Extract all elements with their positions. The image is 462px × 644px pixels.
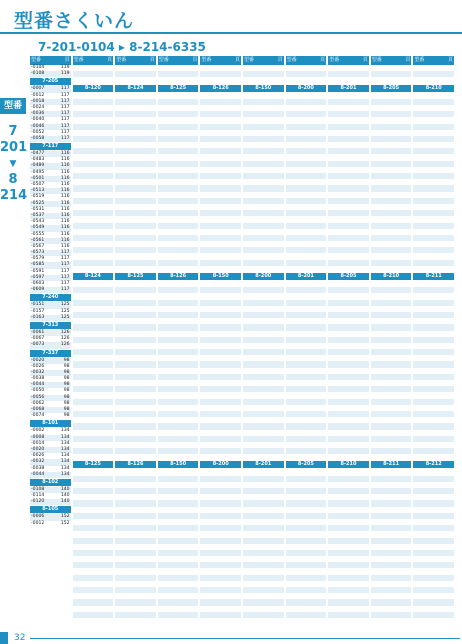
table-row: -0046 117: [31, 123, 70, 129]
table-row: [200, 77, 241, 83]
series-banner: 8-211: [413, 273, 454, 280]
series-banner: 8-201: [328, 85, 369, 92]
series-banner: 8-126: [200, 85, 241, 92]
table-row: -0549 116: [31, 225, 70, 231]
table-row: -0052 117: [31, 129, 70, 135]
table-row: -0002 134: [31, 428, 70, 434]
series-banner: 8-125: [115, 273, 156, 280]
table-row: [243, 77, 284, 83]
header-model: 型番: [201, 57, 212, 63]
header-model: 型番: [244, 57, 255, 63]
series-banner: 8-201: [243, 461, 284, 468]
page-title: 型番さくいん: [14, 10, 135, 32]
table-row: -0006 152: [31, 514, 70, 520]
table-row: -0067 126: [31, 336, 70, 342]
table-row: -0104 119: [31, 65, 70, 70]
footer-tab: [0, 632, 8, 644]
table-row: [371, 612, 412, 618]
table-row: [158, 454, 199, 460]
table-row: -0489 116: [31, 163, 70, 169]
series-banner: 8-205: [286, 461, 327, 468]
table-row: -0074 98: [31, 413, 70, 419]
table-row: -0050 98: [31, 388, 70, 394]
table-row: -0513 116: [31, 188, 70, 194]
header-page: 頁: [64, 57, 70, 63]
index-column: [286, 56, 327, 629]
series-banner: 7-313: [30, 322, 71, 329]
series-banner: 8-125: [73, 461, 114, 468]
title-underline: [0, 32, 462, 34]
table-row: -0061 126: [31, 329, 70, 335]
series-banner: 8-210: [413, 85, 454, 92]
table-row: [73, 612, 114, 618]
table-row: -0038 134: [31, 465, 70, 471]
table-row: -0567 116: [31, 243, 70, 249]
page-number: 32: [14, 633, 26, 643]
footer: [0, 632, 462, 644]
series-banner: 8-200: [200, 461, 241, 468]
table-row: -0501 116: [31, 175, 70, 181]
table-row: [158, 77, 199, 83]
table-row: -0163 125: [31, 314, 70, 320]
column-header: [30, 56, 71, 65]
table-row: [115, 266, 156, 272]
table-row: [115, 454, 156, 460]
series-banner: 8-120: [73, 85, 114, 92]
table-row: -0519 116: [31, 194, 70, 200]
table-row: [328, 266, 369, 272]
table-row: [73, 454, 114, 460]
series-banner: 8-150: [243, 85, 284, 92]
header-model: 型番: [286, 57, 297, 63]
side-code-bot2: 214: [0, 188, 28, 203]
header-page: 頁: [277, 57, 283, 63]
table-row: [371, 454, 412, 460]
table-row: -0018 117: [31, 98, 70, 104]
column-header: [413, 56, 454, 65]
series-banner: 7-337: [30, 350, 71, 357]
table-row: -0044 98: [31, 382, 70, 388]
series-banner: 8-126: [115, 461, 156, 468]
table-row: -0108 119: [31, 71, 70, 77]
header-page: 頁: [107, 57, 113, 63]
series-banner: 8-211: [371, 461, 412, 468]
header-page: 頁: [320, 57, 326, 63]
index-table: [30, 56, 456, 629]
table-row: [328, 612, 369, 618]
footer-rule: [30, 638, 460, 639]
table-row: -0058 117: [31, 135, 70, 141]
header-model: 型番: [414, 57, 425, 63]
column-header: [371, 56, 412, 65]
table-row: [115, 612, 156, 618]
header-page: 頁: [405, 57, 411, 63]
series-banner: 8-210: [328, 461, 369, 468]
header-page: 頁: [192, 57, 198, 63]
table-row: [73, 77, 114, 83]
table-row: -0603 117: [31, 281, 70, 286]
table-row: [286, 77, 327, 83]
table-row: -0020 134: [31, 446, 70, 452]
index-column: [30, 56, 71, 629]
table-row: -0561 116: [31, 237, 70, 243]
table-row: -0012 117: [31, 92, 70, 98]
table-row: -0040 117: [31, 117, 70, 123]
table-row: [413, 77, 454, 83]
series-banner: 8-201: [286, 273, 327, 280]
side-code-bot1: 8: [8, 172, 18, 187]
index-column: [243, 56, 284, 629]
table-row: -0026 98: [31, 363, 70, 369]
series-banner: 8-212: [413, 461, 454, 468]
index-column: [115, 56, 156, 629]
header-model: 型番: [73, 57, 84, 63]
series-banner: 8-105: [30, 506, 71, 513]
table-row: [286, 612, 327, 618]
table-row: -0157 125: [31, 308, 70, 314]
header-model: 型番: [158, 57, 169, 63]
table-row: [413, 266, 454, 272]
table-row: [413, 612, 454, 618]
table-row: -0026 134: [31, 453, 70, 459]
table-row: [200, 612, 241, 618]
series-banner: 8-200: [286, 85, 327, 92]
series-banner: 8-150: [200, 273, 241, 280]
table-row: -0555 116: [31, 231, 70, 237]
table-row: [328, 454, 369, 460]
series-banner: 8-205: [371, 85, 412, 92]
series-banner: 8-205: [328, 273, 369, 280]
table-row: -0032 134: [31, 459, 70, 465]
header-model: 型番: [31, 57, 42, 63]
table-row: -0008 134: [31, 434, 70, 440]
index-column: [371, 56, 412, 629]
table-row: -0056 98: [31, 394, 70, 400]
series-banner: 8-124: [115, 85, 156, 92]
header-page: 頁: [362, 57, 368, 63]
index-column: [158, 56, 199, 629]
header-model: 型番: [329, 57, 340, 63]
header-model: 型番: [371, 57, 382, 63]
table-row: [286, 266, 327, 272]
series-banner: 8-150: [158, 461, 199, 468]
table-row: -0525 116: [31, 200, 70, 206]
table-row: -0585 117: [31, 262, 70, 268]
table-row: -0020 98: [31, 357, 70, 363]
index-column: [73, 56, 114, 629]
column-header: [115, 56, 156, 65]
header-page: 頁: [149, 57, 155, 63]
table-row: [200, 266, 241, 272]
table-row: -0014 134: [31, 440, 70, 446]
table-row: [158, 266, 199, 272]
table-row: -0591 117: [31, 268, 70, 274]
table-row: -0062 98: [31, 400, 70, 406]
header-model: 型番: [116, 57, 127, 63]
table-row: -0573 117: [31, 250, 70, 256]
header-page: 頁: [447, 57, 453, 63]
table-row: -0537 116: [31, 212, 70, 218]
column-header: [286, 56, 327, 65]
table-row: [328, 77, 369, 83]
table-row: -0068 98: [31, 407, 70, 412]
table-row: -0024 117: [31, 104, 70, 110]
series-banner: 7-117: [30, 143, 71, 150]
series-banner: 8-210: [371, 273, 412, 280]
column-header: [158, 56, 199, 65]
column-header: [243, 56, 284, 65]
series-banner: 8-101: [30, 420, 71, 427]
table-row: -0038 98: [31, 376, 70, 382]
table-row: -0483 116: [31, 157, 70, 163]
down-arrow-icon: ▼: [9, 159, 17, 169]
series-banner: 7-205: [30, 78, 71, 85]
table-row: -0531 116: [31, 206, 70, 212]
table-row: -0120 140: [31, 499, 70, 505]
table-row: -0114 140: [31, 493, 70, 499]
table-row: -0507 116: [31, 182, 70, 187]
table-row: [286, 454, 327, 460]
table-row: [243, 266, 284, 272]
series-banner: 8-200: [243, 273, 284, 280]
table-row: -0012 152: [31, 520, 70, 526]
table-row: -0108 140: [31, 486, 70, 492]
table-row: [73, 266, 114, 272]
table-row: [371, 77, 412, 83]
series-banner: 8-102: [30, 479, 71, 486]
table-row: [243, 612, 284, 618]
column-header: [328, 56, 369, 65]
index-column: [328, 56, 369, 629]
table-row: [371, 266, 412, 272]
table-row: -0597 117: [31, 274, 70, 280]
index-column: [200, 56, 241, 629]
table-row: -0579 117: [31, 256, 70, 262]
table-row: -0477 116: [31, 151, 70, 157]
table-row: [158, 612, 199, 618]
table-row: -0073 126: [31, 342, 70, 348]
table-row: -0036 117: [31, 111, 70, 117]
table-row: -0543 116: [31, 219, 70, 225]
side-code-top: 7: [8, 124, 18, 139]
side-range-indicator: [0, 124, 26, 204]
table-row: -0007 117: [31, 86, 70, 92]
table-row: [413, 454, 454, 460]
series-banner: 8-125: [158, 85, 199, 92]
series-banner: 8-124: [73, 273, 114, 280]
series-banner: 7-240: [30, 294, 71, 301]
side-code-mid: 201: [0, 140, 28, 155]
table-row: -0609 117: [31, 287, 70, 293]
column-header: [200, 56, 241, 65]
range-heading: 7-201-0104 ▸ 8-214-6335: [38, 40, 206, 54]
table-row: -0044 134: [31, 471, 70, 477]
table-row: [243, 454, 284, 460]
table-row: -0032 98: [31, 369, 70, 375]
header-page: 頁: [234, 57, 240, 63]
table-row: [115, 77, 156, 83]
table-row: -0495 116: [31, 169, 70, 175]
series-banner: 8-126: [158, 273, 199, 280]
table-row: [200, 454, 241, 460]
column-header: [73, 56, 114, 65]
side-index-tab[interactable]: 型番: [0, 98, 26, 114]
table-row: -0151 125: [31, 302, 70, 308]
index-column: [413, 56, 454, 629]
